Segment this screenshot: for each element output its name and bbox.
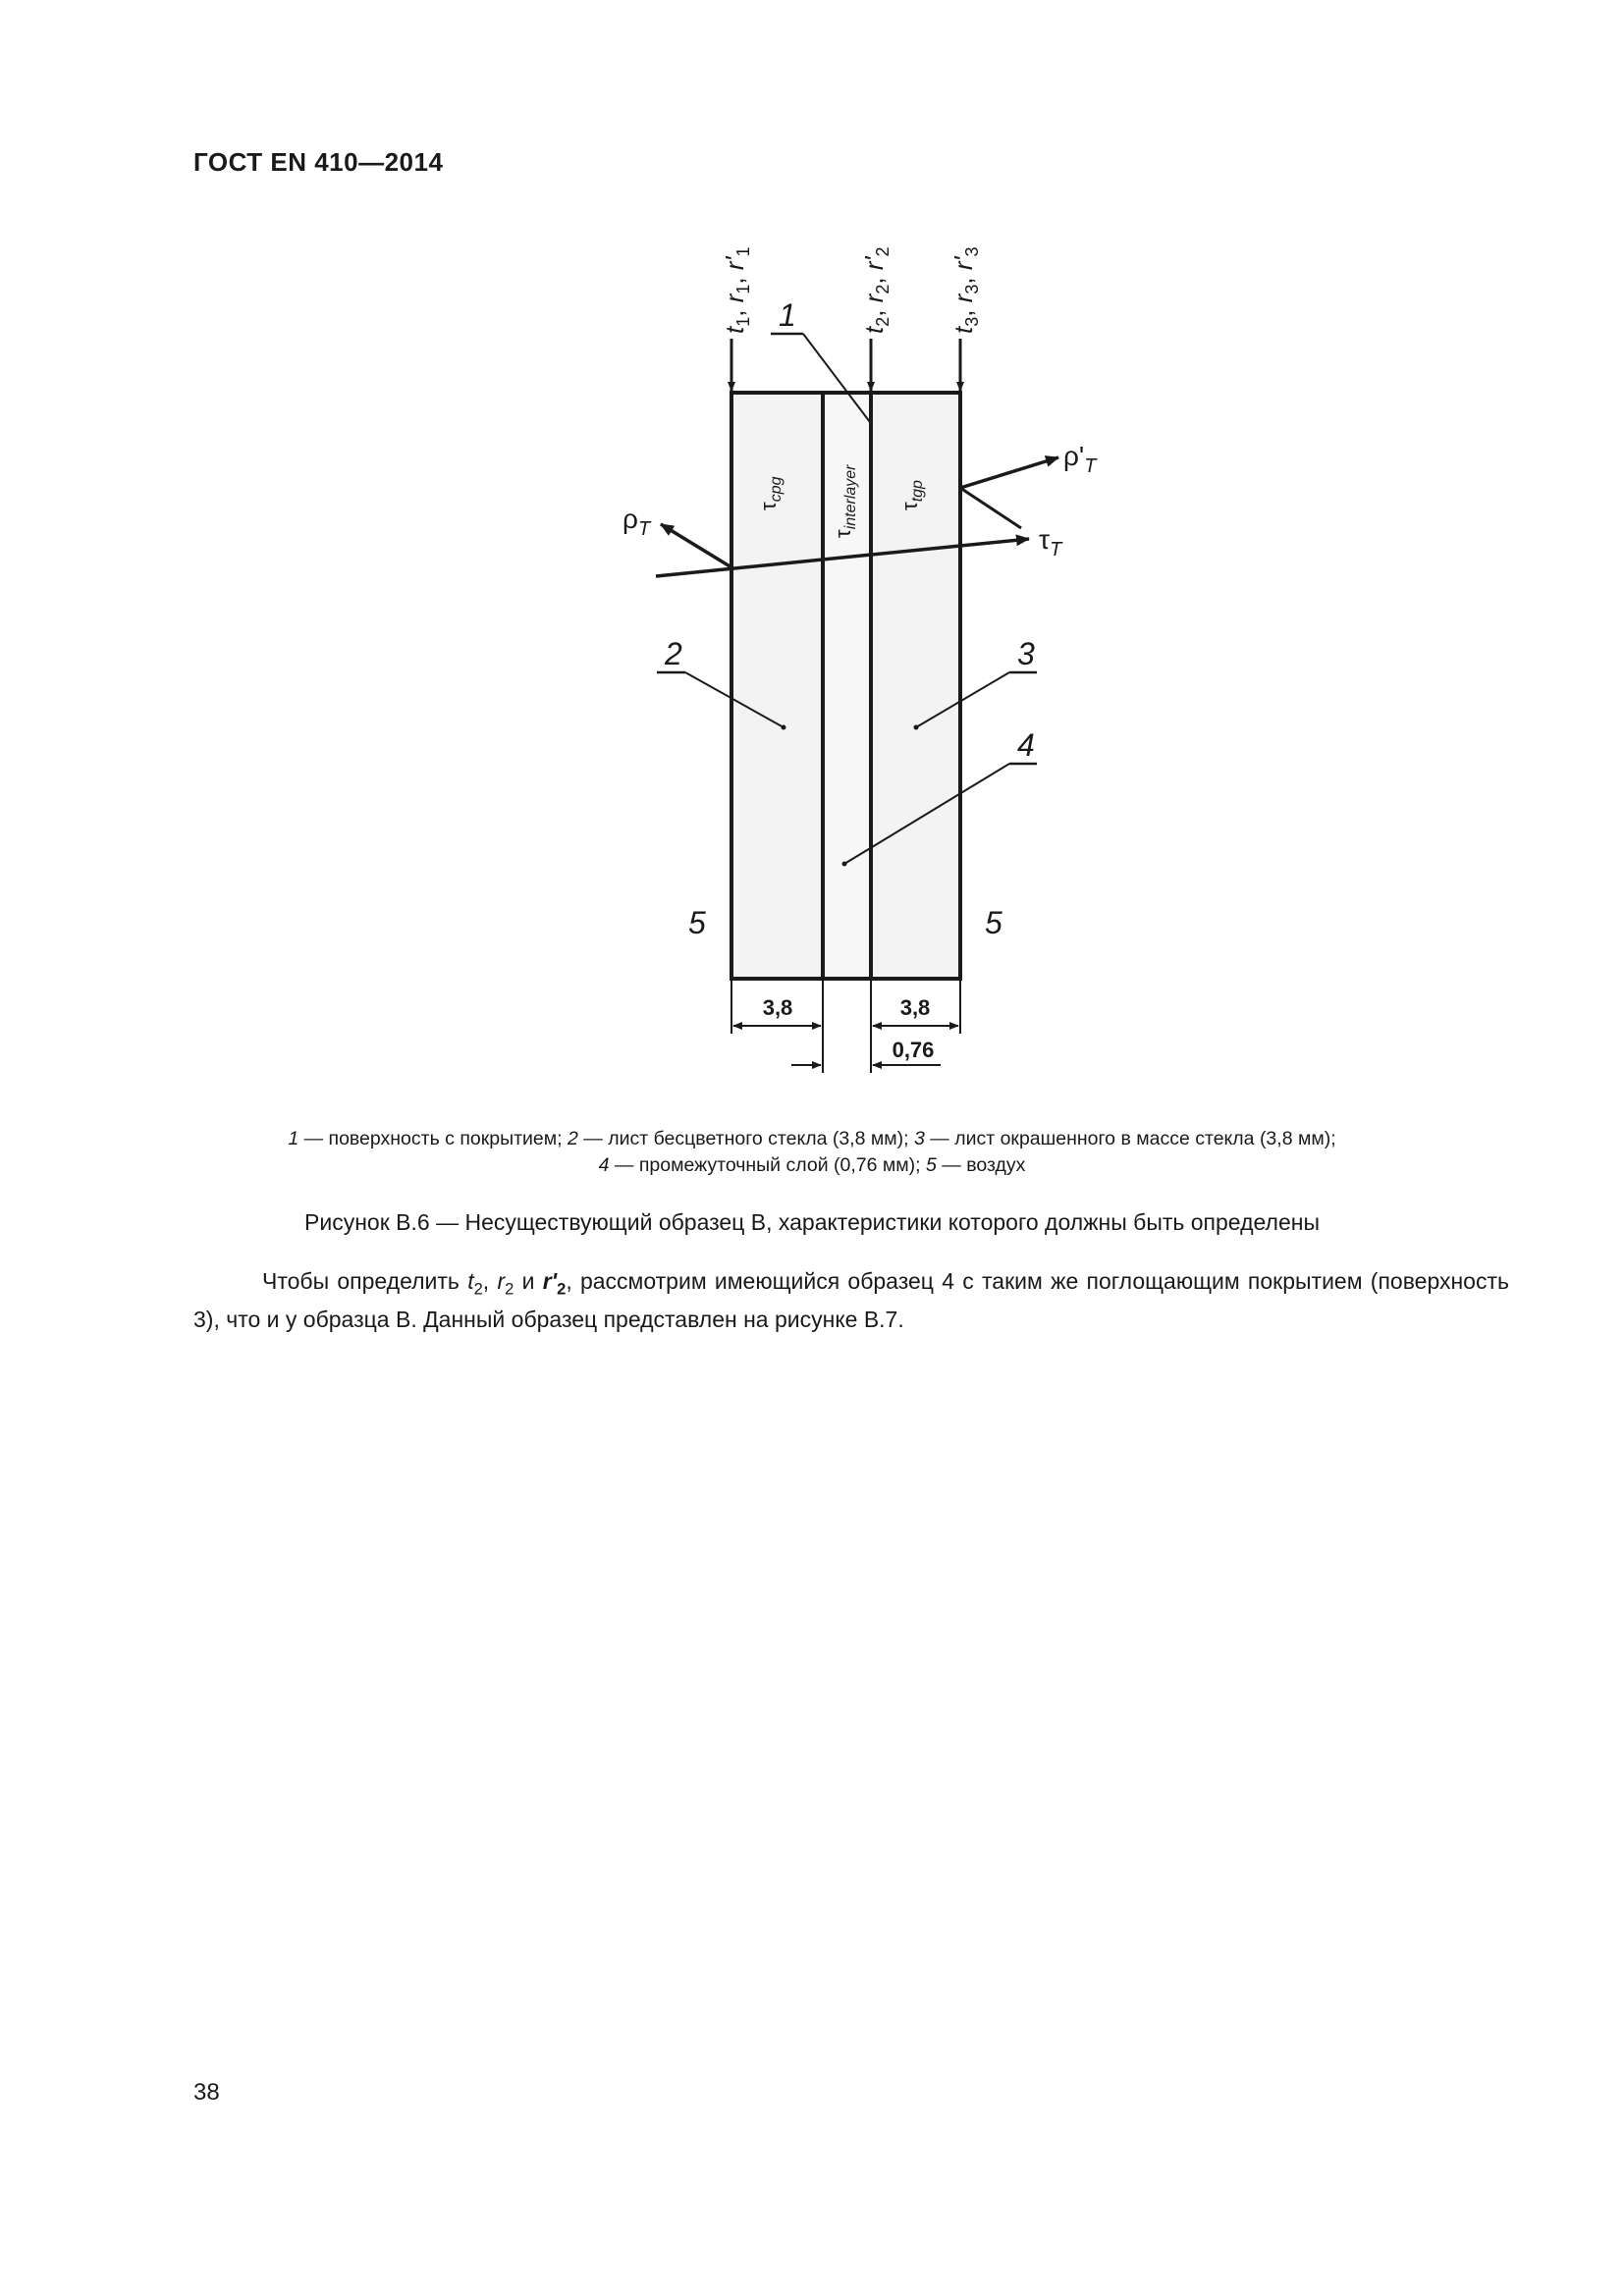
tau-cpg-label: $\tau_{cpg}$ xyxy=(756,476,785,510)
reflected-prime-ray-2 xyxy=(960,488,1021,528)
sample-b-diagram xyxy=(0,0,1624,1109)
dim-right: 3,8 xyxy=(899,995,931,1020)
figure-caption: Рисунок В.6 — Несуществующий образец В, характеристики которого должны быть определены xyxy=(304,1209,1320,1235)
tau-tgp-label: $\tau_{tgp}$ xyxy=(897,480,926,510)
body-paragraph: Чтобы определить $t_2$, $r_2$ и $r'_2$, рассмотрим имеющийся образец 4 с таким же поглощающим покрытием (поверхность 3), что и у образца В. Данный образец представлен на рисунке В.7. xyxy=(193,1268,1509,1332)
dim-middle: 0,76 xyxy=(892,1038,935,1062)
surface-1-label: $t_1$, $r_1$, $r'_1$ xyxy=(720,246,753,334)
reflected-ray xyxy=(661,524,731,567)
reflected-prime-ray-1 xyxy=(960,457,1058,488)
page-number: 38 xyxy=(193,2079,220,2106)
surface-2-label: $t_2$, $r_2$, $r'_2$ xyxy=(859,246,893,334)
air-label-left: 5 xyxy=(688,905,706,940)
figure-legend-line-1: 1 — поверхность с покрытием; 2 — лист бесцветного стекла (3,8 мм); 3 — лист окрашенного в массе стекла (3,8 мм); xyxy=(288,1128,1336,1149)
callout-2: 2 xyxy=(665,636,682,671)
tau-t-label: $\tau_T$ xyxy=(1039,524,1062,561)
rho-t-prime-label: $\rho'_T$ xyxy=(1063,441,1097,477)
figure-legend-line-2: 4 — промежуточный слой (0,76 мм); 5 — воздух xyxy=(598,1154,1026,1176)
callout-4: 4 xyxy=(1017,727,1035,763)
dim-left: 3,8 xyxy=(762,995,793,1020)
air-label-right: 5 xyxy=(985,905,1002,940)
rho-t-label: $\rho_T$ xyxy=(623,504,651,540)
callout-3: 3 xyxy=(1017,636,1035,671)
document-header: ГОСТ EN 410—2014 xyxy=(193,147,444,177)
tau-interlayer-label: $\tau_{interlayer}$ xyxy=(831,464,859,538)
callout-1: 1 xyxy=(779,297,796,333)
surface-3-label: $t_3$, $r_3$, $r'_3$ xyxy=(948,246,982,334)
